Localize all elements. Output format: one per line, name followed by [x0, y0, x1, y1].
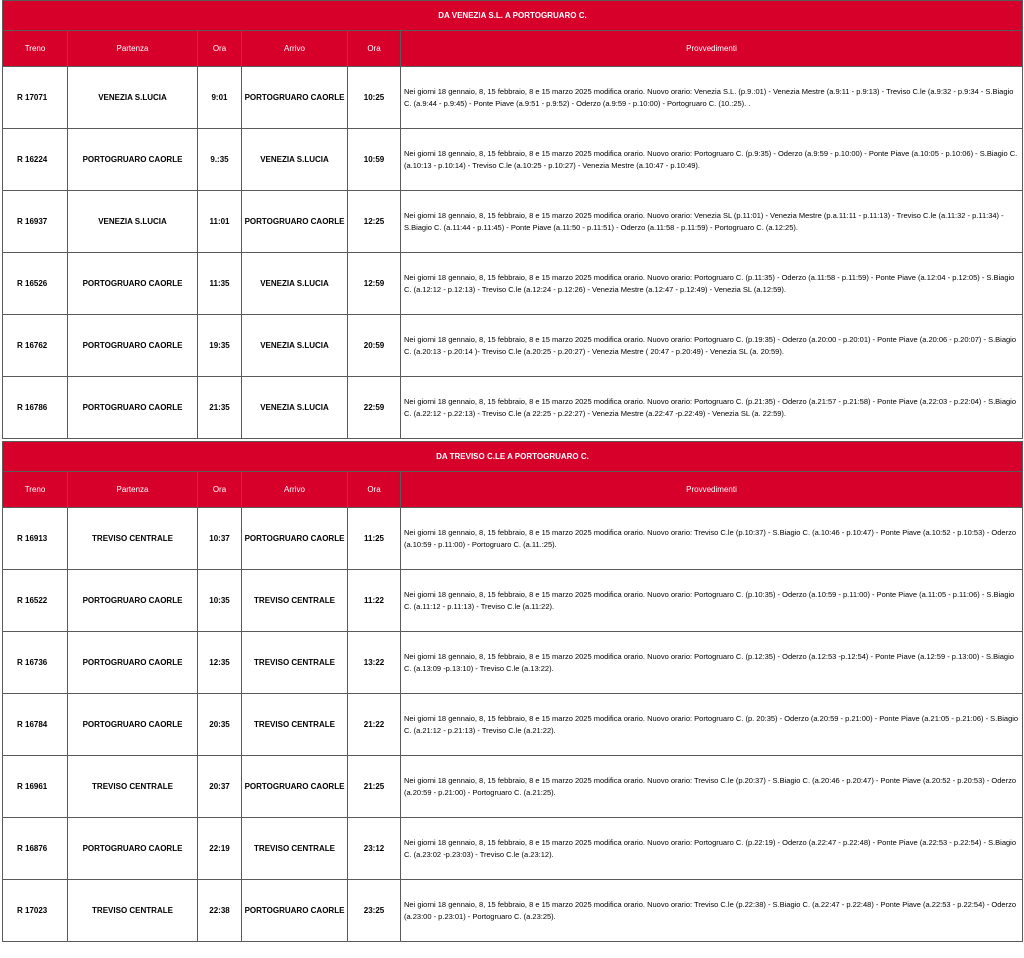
provvedimenti-text: Nei giorni 18 gennaio, 8, 15 febbraio, 8 e 15 marzo 2025 modifica orario. Nuovo orario: Venezia SL (p.11:01) - Venezia Mestre (p.a.11:11 - p.11:13) - Treviso C.le (a.11:32 - p.11:34) - S.Biagio C. (a.11:44 - p.11:45) - Ponte Piave (a.11:50 - p.11:51) - Oderzo (a.11:58 - p.11:59) - Portogruaro C. (a.12:25).: [401, 191, 1023, 253]
arrival-station: VENEZIA S.LUCIA: [242, 129, 348, 191]
departure-station: PORTOGRUARO CAORLE: [68, 570, 198, 632]
provvedimenti-text: Nei giorni 18 gennaio, 8, 15 febbraio, 8 e 15 marzo 2025 modifica orario. Nuovo orario: Portogruaro C. (p. 20:35) - Oderzo (a.20:59 - p.21:00) - Ponte Piave (a.21:05 - p.21:06) - S.Biagio C. (a.21:12 - p.21:13) - Treviso C.le (a.21:22).: [401, 694, 1023, 756]
departure-time: 22:19: [198, 818, 242, 880]
provvedimenti-text: Nei giorni 18 gennaio, 8, 15 febbraio, 8 e 15 marzo 2025 modifica orario. Nuovo orario: Portogruaro C. (p.10:35) - Oderzo (a.10:59 - p.11:00) - Ponte Piave (a.11:05 - p.11:06) - S.Biagio C. (a.11:12 - p.11:13) - Treviso C.le (a.11:22).: [401, 570, 1023, 632]
arrival-time: 11:25: [348, 508, 401, 570]
arrival-time: 10:59: [348, 129, 401, 191]
departure-time: 10:35: [198, 570, 242, 632]
section-title-row: [3, 1, 1023, 31]
arrival-station: TREVISO CENTRALE: [242, 570, 348, 632]
train-number: R 16522: [3, 570, 68, 632]
train-number: R 16736: [3, 632, 68, 694]
train-number: R 16961: [3, 756, 68, 818]
provvedimenti-text: Nei giorni 18 gennaio, 8, 15 febbraio, 8 e 15 marzo 2025 modifica orario. Nuovo orario: Portogruaro C. (p.22:19) - Oderzo (a.22:47 - p.22:48) - Ponte Piave (a.22:53 - p.22:54) - S.Biagio C. (a.23:02 -p.23:03) - Treviso C.le (a.23:12).: [401, 818, 1023, 880]
arrival-time: 10:25: [348, 67, 401, 129]
train-number: R 16224: [3, 129, 68, 191]
departure-station: PORTOGRUARO CAORLE: [68, 315, 198, 377]
arrival-station: TREVISO CENTRALE: [242, 632, 348, 694]
departure-station: PORTOGRUARO CAORLE: [68, 818, 198, 880]
arrival-time: 12:59: [348, 253, 401, 315]
train-number: R 17023: [3, 880, 68, 942]
departure-station: PORTOGRUARO CAORLE: [68, 694, 198, 756]
provvedimenti-text: Nei giorni 18 gennaio, 8, 15 febbraio, 8 e 15 marzo 2025 modifica orario. Nuovo orario: Treviso C.le (p.10:37) - S.Biagio C. (a.10:46 - p.10:47) - Ponte Piave (a.10:52 - p.10:53) - Oderzo (a.10:59 - p.11:00) - Portogruaro C. (a.11.:25).: [401, 508, 1023, 570]
provvedimenti-text: Nei giorni 18 gennaio, 8, 15 febbraio, 8 e 15 marzo 2025 modifica orario. Nuovo orario: Treviso C.le (p.20:37) - S.Biagio C. (a.20:46 - p.20:47) - Ponte Piave (a.20:52 - p.20:53) - Oderzo (a.20:59 - p.21:00) - Portogruaro C. (a.21:25).: [401, 756, 1023, 818]
arrival-station: PORTOGRUARO CAORLE: [242, 880, 348, 942]
departure-station: PORTOGRUARO CAORLE: [68, 632, 198, 694]
departure-time: 20:37: [198, 756, 242, 818]
arrival-station: VENEZIA S.LUCIA: [242, 377, 348, 439]
header-partenza: Partenza: [68, 31, 198, 67]
train-number: R 16762: [3, 315, 68, 377]
provvedimenti-text: Nei giorni 18 gennaio, 8, 15 febbraio, 8 e 15 marzo 2025 modifica orario. Nuovo orario: Treviso C.le (p.22:38) - S.Biagio C. (a.22:47 - p.22:48) - Ponte Piave (a.22:53 - p.22:54) - Oderzo (a.23:00 - p.23:01) - Portogruaro C. (a.23:25).: [401, 880, 1023, 942]
table-row: [3, 880, 1023, 942]
arrival-time: 20:59: [348, 315, 401, 377]
train-number: R 16937: [3, 191, 68, 253]
header-ora-partenza: Ora: [198, 31, 242, 67]
arrival-station: PORTOGRUARO CAORLE: [242, 756, 348, 818]
arrival-time: 21:25: [348, 756, 401, 818]
arrival-time: 22:59: [348, 377, 401, 439]
departure-time: 22:38: [198, 880, 242, 942]
arrival-time: 23:12: [348, 818, 401, 880]
table-row: [3, 253, 1023, 315]
timetable-venezia-portogruaro: [2, 0, 1023, 439]
table-row: [3, 632, 1023, 694]
table-row: [3, 694, 1023, 756]
table-row: [3, 818, 1023, 880]
header-partenza: Partenza: [68, 472, 198, 508]
departure-time: 12:35: [198, 632, 242, 694]
provvedimenti-text: Nei giorni 18 gennaio, 8, 15 febbraio, 8 e 15 marzo 2025 modifica orario. Nuovo orario: Portogruaro C. (p.19:35) - Oderzo (a.20:00 - p.20:01) - Ponte Piave (a.20:06 - p.20:07) - S.Biagio C. (a.20:13 - p.20:14 )- Treviso C.le (a.20:25 - p.20:27) - Venezia Mestre ( 20:47 - p.20:49) - Venezia SL (a. 20:59).: [401, 315, 1023, 377]
timetable-treviso-portogruaro: [2, 441, 1023, 942]
header-ora-arrivo: Ora: [348, 472, 401, 508]
provvedimenti-text: Nei giorni 18 gennaio, 8, 15 febbraio, 8 e 15 marzo 2025 modifica orario. Nuovo orario: Venezia S.L. (p.9.:01) - Venezia Mestre (a.9:11 - p.9:13) - Treviso C.le (a.9:32 - p.9:34 - S.Biagio C. (a.9:44 - p.9:45) - Ponte Piave (a.9:51 - p.9:52) - Oderzo (a.9:59 - p.10:00) - Portogruaro C. (10.:25). .: [401, 67, 1023, 129]
train-number: R 16526: [3, 253, 68, 315]
arrival-station: TREVISO CENTRALE: [242, 818, 348, 880]
header-provvedimenti: Provvedimenti: [401, 31, 1023, 67]
arrival-time: 23:25: [348, 880, 401, 942]
section-title-row: [3, 442, 1023, 472]
departure-station: PORTOGRUARO CAORLE: [68, 253, 198, 315]
arrival-time: 21:22: [348, 694, 401, 756]
departure-station: PORTOGRUARO CAORLE: [68, 377, 198, 439]
arrival-station: TREVISO CENTRALE: [242, 694, 348, 756]
table-row: [3, 67, 1023, 129]
departure-time: 9.:35: [198, 129, 242, 191]
header-arrivo: Arrivo: [242, 31, 348, 67]
departure-station: TREVISO CENTRALE: [68, 880, 198, 942]
table-row: [3, 570, 1023, 632]
header-ora-partenza: Ora: [198, 472, 242, 508]
departure-station: TREVISO CENTRALE: [68, 756, 198, 818]
arrival-station: VENEZIA S.LUCIA: [242, 253, 348, 315]
section-title: DA VENEZIA S.L. A PORTOGRUARO C.: [3, 1, 1023, 31]
departure-time: 20:35: [198, 694, 242, 756]
header-treno: Treno: [3, 31, 68, 67]
column-header-row: [3, 472, 1023, 508]
header-treno: Treno: [3, 472, 68, 508]
table-row: [3, 756, 1023, 818]
table-row: [3, 315, 1023, 377]
train-number: R 16913: [3, 508, 68, 570]
provvedimenti-text: Nei giorni 18 gennaio, 8, 15 febbraio, 8 e 15 marzo 2025 modifica orario. Nuovo orario: Portogruaro C. (p.9:35) - Oderzo (a.9:59 - p.10:00) - Ponte Piave (a.10:05 - p.10:06) - S.Biagio C. (a.10:13 - p.10:14) - Treviso C.le (a.10:25 - p.10:27) - Venezia Mestre (a.10:47 - p.10:49).: [401, 129, 1023, 191]
departure-time: 11:01: [198, 191, 242, 253]
departure-station: TREVISO CENTRALE: [68, 508, 198, 570]
departure-time: 9:01: [198, 67, 242, 129]
arrival-time: 13:22: [348, 632, 401, 694]
departure-station: VENEZIA S.LUCIA: [68, 191, 198, 253]
header-arrivo: Arrivo: [242, 472, 348, 508]
train-number: R 17071: [3, 67, 68, 129]
header-provvedimenti: Provvedimenti: [401, 472, 1023, 508]
provvedimenti-text: Nei giorni 18 gennaio, 8, 15 febbraio, 8 e 15 marzo 2025 modifica orario. Nuovo orario: Portogruaro C. (p.11:35) - Oderzo (a.11:58 - p.11:59) - Ponte Piave (a.12:04 - p.12:05) - S.Biagio C. (a.12:12 - p.12:13) - Treviso C.le (a.12:24 - p.12:26) - Venezia Mestre (a.12:47 - p.12:49) - Venezia SL (a.12:59).: [401, 253, 1023, 315]
arrival-time: 12:25: [348, 191, 401, 253]
arrival-station: PORTOGRUARO CAORLE: [242, 191, 348, 253]
departure-time: 10:37: [198, 508, 242, 570]
arrival-station: PORTOGRUARO CAORLE: [242, 508, 348, 570]
section-title: DA TREVISO C.LE A PORTOGRUARO C.: [3, 442, 1023, 472]
departure-time: 19:35: [198, 315, 242, 377]
provvedimenti-text: Nei giorni 18 gennaio, 8, 15 febbraio, 8 e 15 marzo 2025 modifica orario. Nuovo orario: Portogruaro C. (p.12:35) - Oderzo (a.12:53 -p.12:54) - Ponte Piave (a.12:59 - p.13:00) - S.Biagio C. (a.13:09 -p.13:10) - Treviso C.le (a.13:22).: [401, 632, 1023, 694]
departure-time: 21:35: [198, 377, 242, 439]
departure-station: VENEZIA S.LUCIA: [68, 67, 198, 129]
arrival-station: VENEZIA S.LUCIA: [242, 315, 348, 377]
train-number: R 16784: [3, 694, 68, 756]
header-ora-arrivo: Ora: [348, 31, 401, 67]
departure-station: PORTOGRUARO CAORLE: [68, 129, 198, 191]
train-number: R 16876: [3, 818, 68, 880]
column-header-row: [3, 31, 1023, 67]
train-number: R 16786: [3, 377, 68, 439]
provvedimenti-text: Nei giorni 18 gennaio, 8, 15 febbraio, 8 e 15 marzo 2025 modifica orario. Nuovo orario: Portogruaro C. (p.21:35) - Oderzo (a.21:57 - p.21:58) - Ponte Piave (a.22:03 - p.22:04) - S.Biagio C. (a.22:12 - p.22:13) - Treviso C.le (a 22:25 - p.22:27) - Venezia Mestre (a.22:47 -p.22:49) - Venezia SL (a. 22:59).: [401, 377, 1023, 439]
arrival-time: 11:22: [348, 570, 401, 632]
table-row: [3, 191, 1023, 253]
departure-time: 11:35: [198, 253, 242, 315]
table-row: [3, 129, 1023, 191]
table-row: [3, 377, 1023, 439]
arrival-station: PORTOGRUARO CAORLE: [242, 67, 348, 129]
table-row: [3, 508, 1023, 570]
